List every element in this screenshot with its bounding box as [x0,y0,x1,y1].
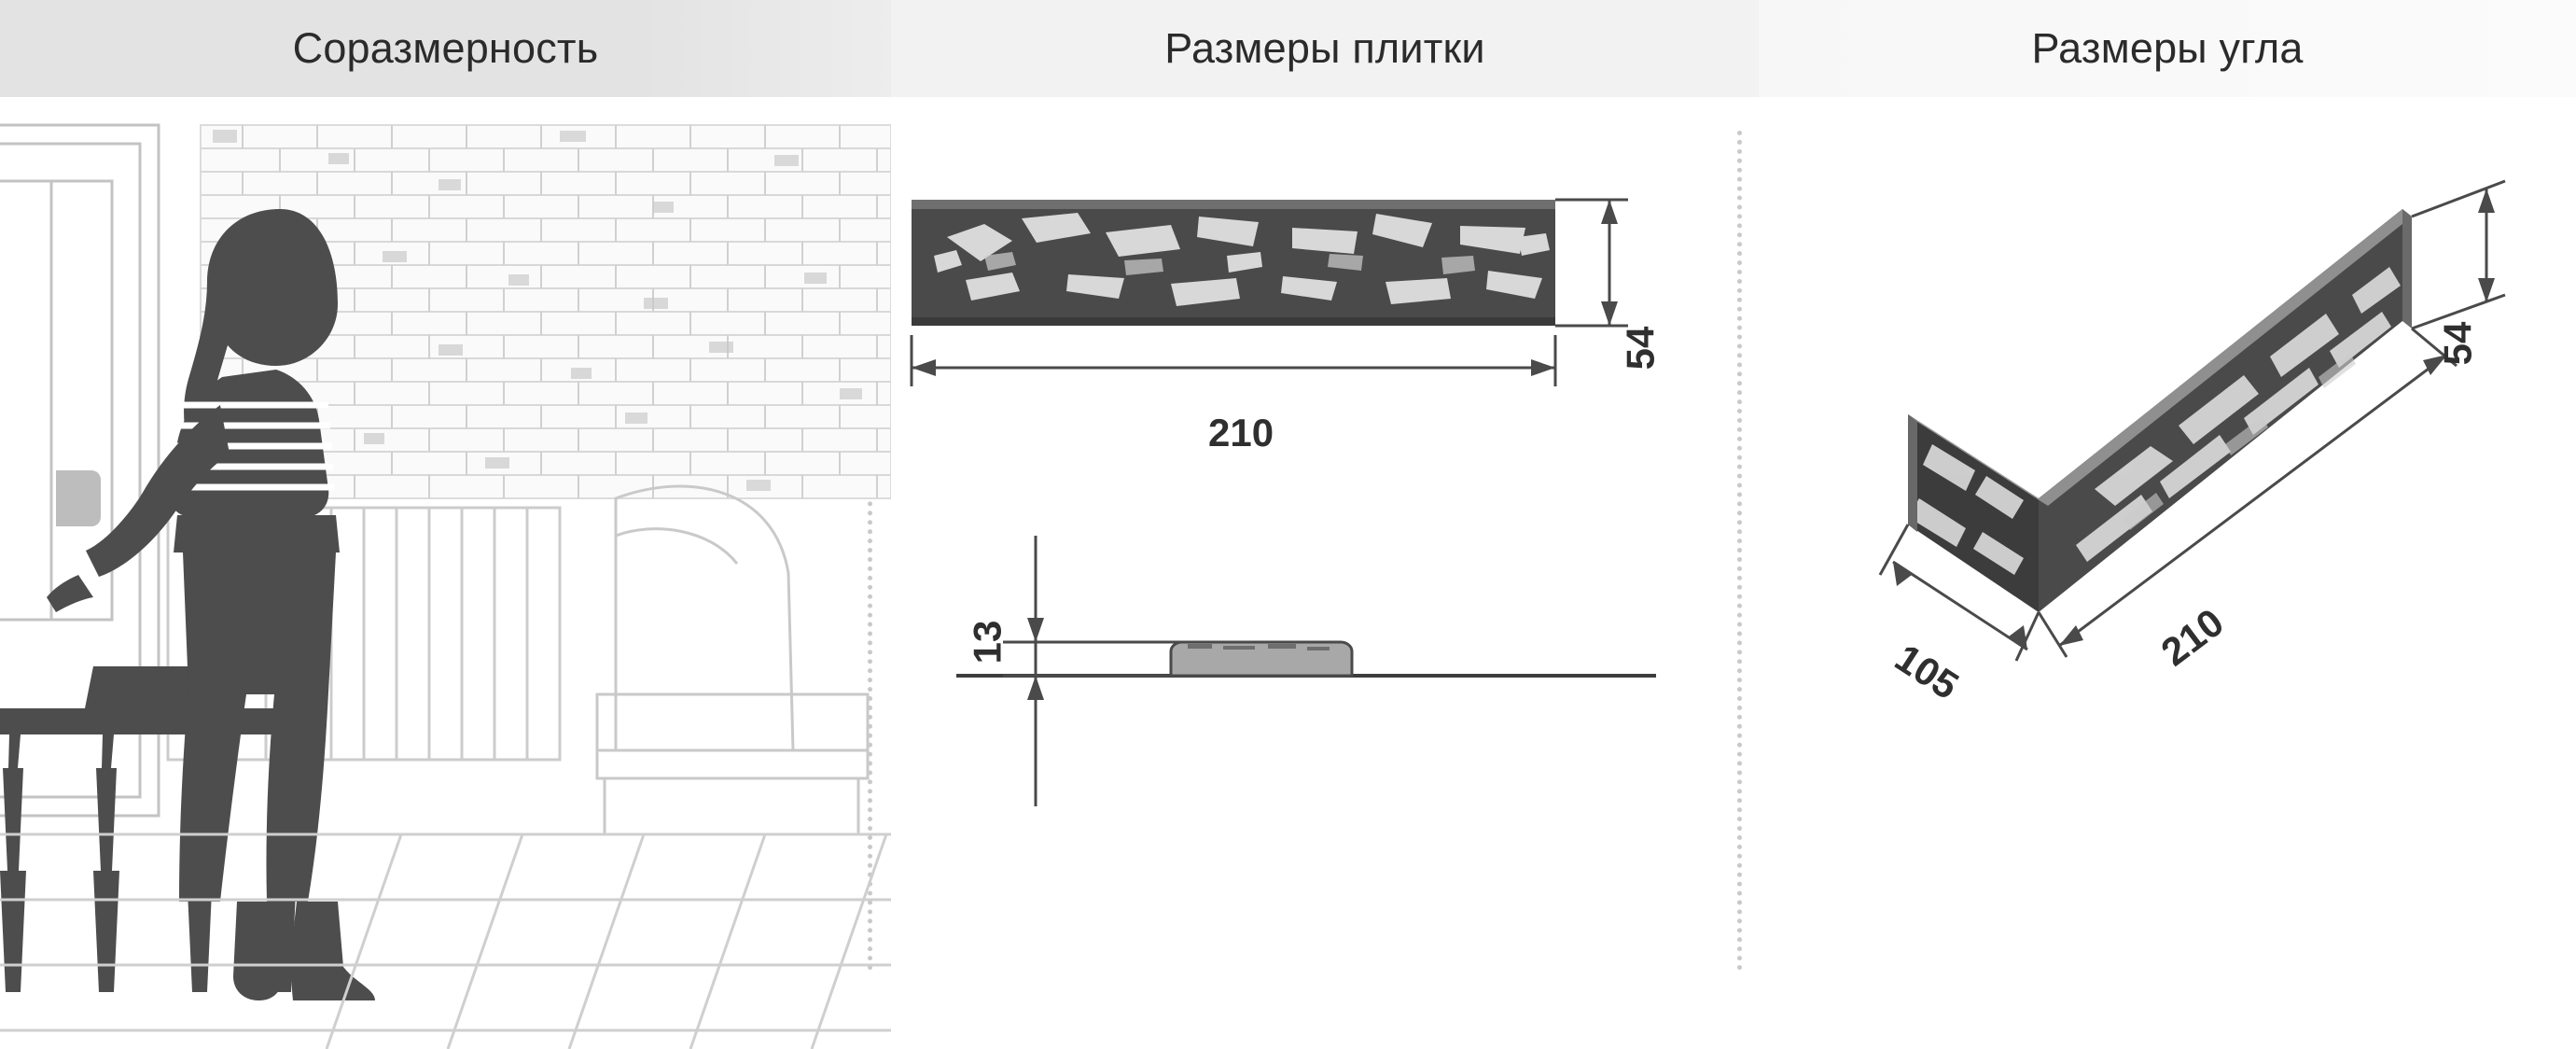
armchair-icon [597,486,868,834]
corner-short-face [1908,414,2039,612]
panel-proportion [0,97,891,1049]
header-cell-tile [891,0,1759,97]
tile-side-view [956,642,1656,676]
panel-corner [1759,97,2576,1049]
dimension-label-54-corner: 54 [2435,321,2480,366]
corner-long-face [2039,209,2402,612]
corner-drawing [1759,97,2576,1049]
dimension-label-210-corner: 210 [2152,599,2232,675]
header-cell-corner [1759,0,2576,97]
room-scene [0,97,891,1049]
tile-front-view [912,200,1555,326]
header-cell-proportion [0,0,891,97]
header-band [0,0,2576,97]
dimension-height-54 [1555,200,1628,326]
panel-tile [891,97,1759,1049]
dimension-label-54-tile: 54 [1618,326,1663,371]
tile-drawing [891,97,1759,1049]
header-title-tile: Размеры плитки [1164,24,1485,72]
header-title-corner: Размеры угла [2031,24,2304,72]
dimension-label-13-tile: 13 [965,620,1010,664]
dimension-label-105-corner: 105 [1887,635,1967,708]
header-title-proportion: Соразмерность [292,24,599,72]
dimension-label-210-tile: 210 [1208,411,1274,455]
dimension-height-54-corner [2412,181,2505,329]
floor-planks-icon [0,834,891,1049]
dimension-width-210 [912,335,1555,386]
